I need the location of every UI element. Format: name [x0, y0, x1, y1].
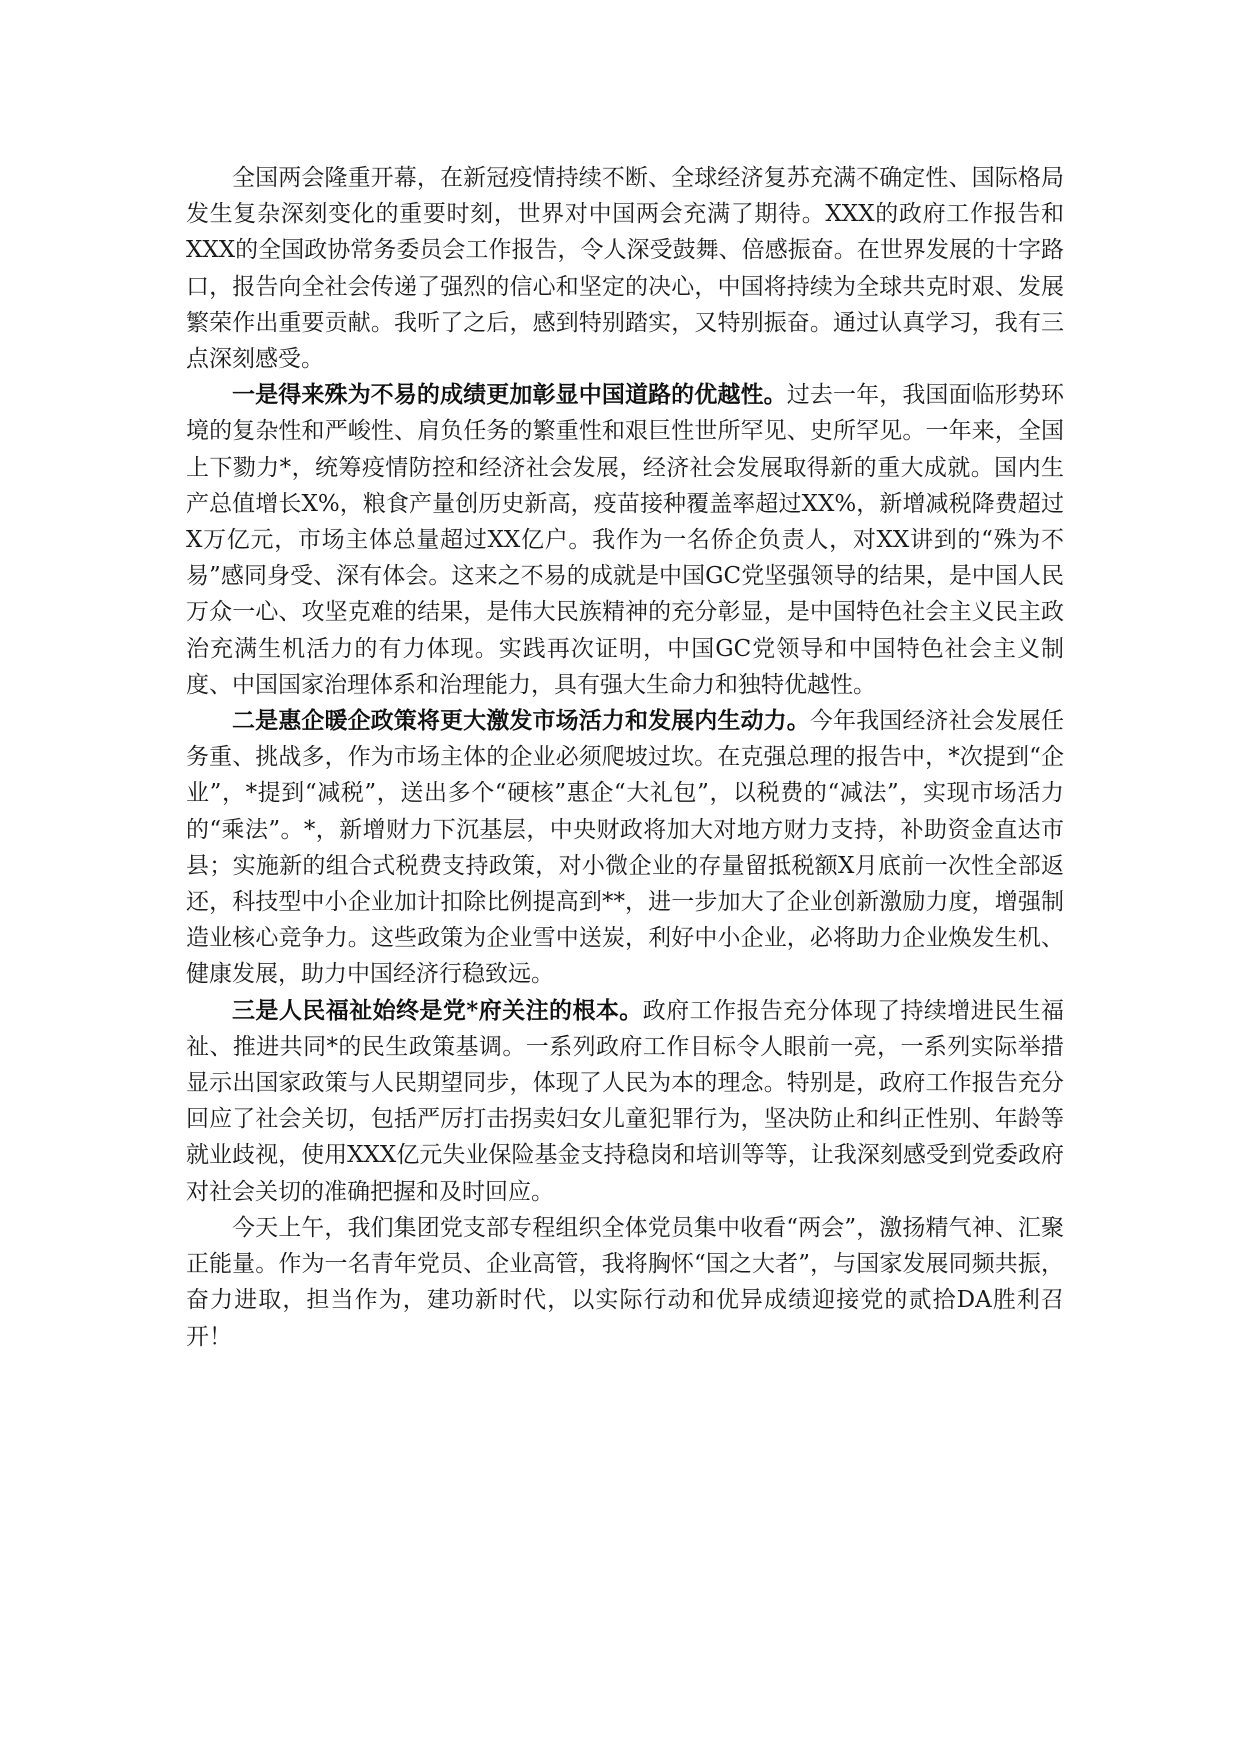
paragraph-text: 今年我国经济社会发展任务重、挑战多，作为市场主体的企业必须爬坡过坎。在克强总理的报告中，*次提到“企业”，*提到“减税”，送出多个“硬核”惠企“大礼包”，以税费的“减法”，实现市场活力的“乘法”。*，新增财力下沉基层，中央财政将加大对地方财力支持，补助资金直达市县；实施新的组合式税费支持政策，对小微企业的存量留抵税额X月底前一次性全部返还，科技型中小企业加计扣除比例提高到**，进一步加大了企业创新激励力度，增强制造业核心竞争力。这些政策为企业雪中送炭，利好中小企业，必将助力企业焕发生机、健康发展，助力中国经济行稳致远。 [186, 708, 1065, 988]
paragraph-text: 政府工作报告充分体现了持续增进民生福祉、推进共同*的民生政策基调。一系列政府工作目标令人眼前一亮，一系列实际举措显示出国家政策与人民期望同步，体现了人民为本的理念。特别是，政府工作报告充分回应了社会关切，包括严厉打击拐卖妇女儿童犯罪行为，坚决防止和纠正性别、年龄等就业歧视，使用XXX亿元失业保险基金支持稳岗和培训等等，让我深刻感受到党委政府对社会关切的准确把握和及时回应。 [186, 997, 1065, 1205]
paragraph-point-two [186, 703, 1064, 993]
paragraph-lead: 三是人民福祉始终是党*府关注的根本。 [232, 996, 643, 1024]
paragraph-closing [186, 1210, 1064, 1355]
paragraph-text: 今天上午，我们集团党支部专程组织全体党员集中收看“两会”，激扬精气神、汇聚正能量。作为一名青年党员、企业高管，我将胸怀“国之大者”，与国家发展同频共振，奋力进取，担当作为，建功新时代，以实际行动和优异成绩迎接党的贰拾DA胜利召开！ [186, 1214, 1064, 1350]
document-body [186, 160, 1064, 1355]
paragraph-point-three [186, 993, 1064, 1210]
paragraph-lead: 一是得来殊为不易的成绩更加彰显中国道路的优越性。 [232, 381, 787, 409]
paragraph-point-one [186, 377, 1064, 703]
paragraph-text: 全国两会隆重开幕，在新冠疫情持续不断、全球经济复苏充满不确定性、国际格局发生复杂深刻变化的重要时刻，世界对中国两会充满了期待。XXX的政府工作报告和XXX的全国政协常务委员会工作报告，令人深受鼓舞、倍感振奋。在世界发展的十字路口，报告向全社会传递了强烈的信心和坚定的决心，中国将持续为全球共克时艰、发展繁荣作出重要贡献。我听了之后，感到特别踏实，又特别振奋。通过认真学习，我有三点深刻感受。 [186, 165, 1064, 373]
paragraph-lead: 二是惠企暖企政策将更大激发市场活力和发展内生动力。 [232, 707, 810, 735]
paragraph-intro [186, 160, 1064, 377]
paragraph-text: 过去一年，我国面临形势环境的复杂性和严峻性、肩负任务的繁重性和艰巨性世所罕见、史所罕见。一年来，全国上下勠力*，统筹疫情防控和经济社会发展，经济社会发展取得新的重大成就。国内生产总值增长X%，粮食产量创历史新高，疫苗接种覆盖率超过XX%，新增减税降费超过X万亿元，市场主体总量超过XX亿户。我作为一名侨企负责人，对XX讲到的“殊为不易”感同身受、深有体会。这来之不易的成就是中国GC党坚强领导的结果，是中国人民万众一心、攻坚克难的结果，是伟大民族精神的充分彰显，是中国特色社会主义民主政治充满生机活力的有力体现。实践再次证明，中国GC党领导和中国特色社会主义制度、中国国家治理体系和治理能力，具有强大生命力和独特优越性。 [186, 382, 1065, 698]
